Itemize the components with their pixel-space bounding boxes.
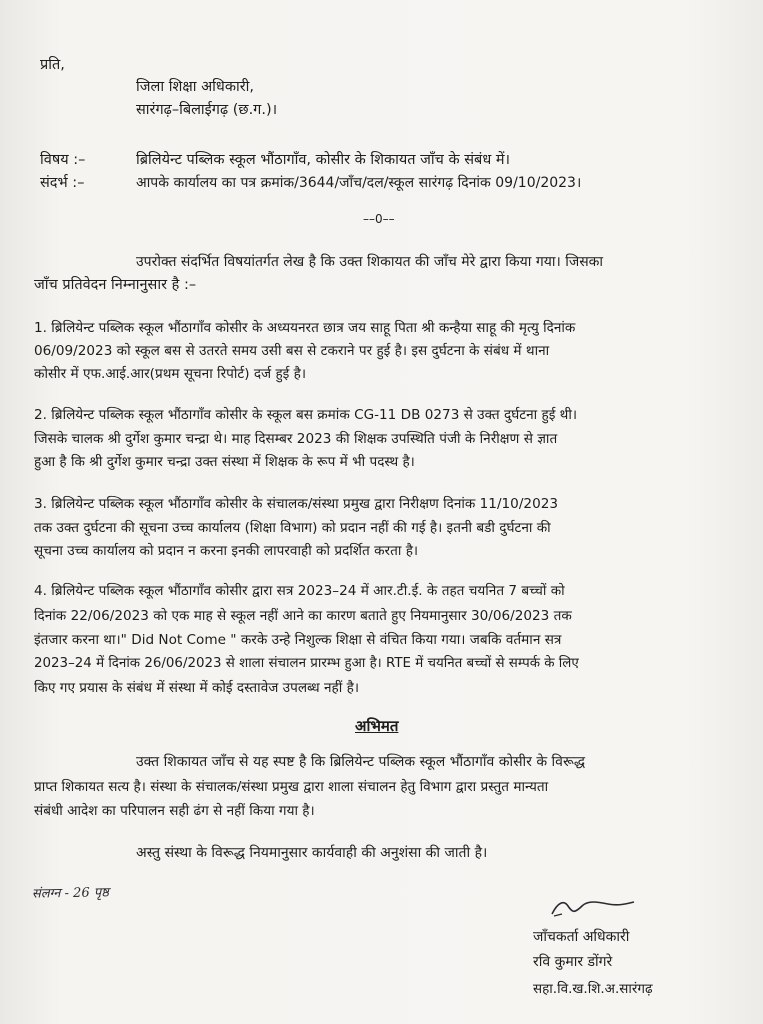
point-4-line-2: दिनांक 22/06/2023 को एक माह से स्कूल नहीं आने का कारण बताते हुए नियमानुसार 30/06/2023 तक: [34, 608, 572, 624]
opinion-line-2: प्राप्त शिकायत सत्य है। संस्था के संचालक/संस्था प्रमुख द्वारा शाला संचालन हेतु विभाग द्वारा प्रस्तुत मान्यता: [34, 779, 549, 795]
intro-line-1: उपरोक्त संदर्भित विषयांतर्गत लेख है कि उक्त शिकायत की जाँच मेरे द्वारा किया गया। जिसका: [136, 254, 604, 270]
address-line-2: सारंगढ़–बिलाईगढ़ (छ.ग.)।: [136, 102, 278, 118]
point-3-line-1: 3. ब्रिलियेन्ट पब्लिक स्कूल भौंठागाँव कोसीर के संचालक/संस्था प्रमुख द्वारा निरीक्षण दिनांक 11/10/2023: [34, 496, 559, 512]
signature-title: जाँचकर्ता अधिकारी: [533, 929, 630, 945]
reference-label: संदर्भ :–: [40, 175, 85, 191]
point-3-line-3: सूचना उच्च कार्यालय को प्रदान न करना इनकी लापरवाही को प्रदर्शित करता है।: [34, 543, 419, 559]
address-prefix: प्रति,: [40, 57, 65, 73]
separator: ––0––: [363, 212, 395, 226]
point-1-line-3: कोसीर में एफ.आई.आर(प्रथम सूचना रिपोर्ट) दर्ज हुई है।: [34, 366, 307, 382]
opinion-line-1: उक्त शिकायत जाँच से यह स्पष्ट है कि ब्रिलियेन्ट पब्लिक स्कूल भौंठागाँव कोसीर के विरूद्ध: [136, 754, 586, 770]
point-2-line-3: हुआ है कि श्री दुर्गेश कुमार चन्द्रा उक्त संस्था में शिक्षक के रूप में भी पदस्थ है।: [34, 454, 415, 470]
reference-text: आपके कार्यालय का पत्र क्रमांक/3644/जाँच/दल/स्कूल सारंगढ़ दिनांक 09/10/2023।: [136, 175, 582, 191]
signature-designation: सहा.वि.ख.शि.अ.सारंगढ़: [533, 981, 653, 997]
subject-text: ब्रिलियेन्ट पब्लिक स्कूल भौंठागाँव, कोसीर के शिकायत जाँच के संबंध में।: [136, 152, 511, 168]
point-2-line-1: 2. ब्रिलियेन्ट पब्लिक स्कूल भौंठागाँव कोसीर के स्कूल बस क्रमांक CG-11 DB 0273 से उक्त दुर्घटना हुई थी।: [34, 407, 578, 423]
signature-mark: [548, 892, 638, 926]
point-4-line-5: किए गए प्रयास के संबंध में संस्था में कोई दस्तावेज उपलब्ध नहीं है।: [34, 680, 359, 696]
point-4-line-1: 4. ब्रिलियेन्ट पब्लिक स्कूल भौंठागाँव कोसीर द्वारा सत्र 2023–24 में आर.टी.ई. के तहत चयनित 7 बच्चों को: [34, 583, 565, 599]
intro-line-2: जाँच प्रतिवेदन निम्नानुसार है :–: [34, 277, 197, 293]
subject-label: विषय :–: [40, 152, 86, 168]
address-line-1: जिला शिक्षा अधिकारी,: [136, 79, 255, 95]
point-2-line-2: जिसके चालक श्री दुर्गेश कुमार चन्द्रा थे। माह दिसम्बर 2023 की शिक्षक उपस्थिति पंजी के निरीक्षण से ज्ञात: [34, 431, 558, 447]
point-4-line-3: इंतजार करना था।" Did Not Come " करके उन्हे निशुल्क शिक्षा से वंचित किया गया। जबकि वर्तमान सत्र: [34, 632, 562, 648]
opinion-heading: अभिमत: [355, 717, 399, 735]
point-1-line-2: 06/09/2023 को स्कूल बस से उतरते समय उसी बस से टकराने पर हुई है। इस दुर्घटना के संबंध में थाना: [34, 343, 550, 359]
recommendation-line: अस्तु संस्था के विरूद्ध नियमानुसार कार्यवाही की अनुशंसा की जाती है।: [136, 845, 488, 861]
point-1-line-1: 1. ब्रिलियेन्ट पब्लिक स्कूल भौंठागाँव कोसीर के अध्ययनरत छात्र जय साहू पिता श्री कन्हैया साहू की मृत्यु दिनांक: [34, 320, 576, 336]
signature-name: रवि कुमार डोंगरे: [533, 954, 613, 970]
opinion-line-3: संबंधी आदेश का परिपालन सही ढंग से नहीं किया गया है।: [34, 803, 315, 819]
handwritten-attachment-note: संलग्न - 26 पृष्ठ: [31, 885, 109, 902]
point-4-line-4: 2023–24 में दिनांक 26/06/2023 से शाला संचालन प्रारम्भ हुआ है। RTE में चयनित बच्चों से सम्पर्क के लिए: [34, 656, 579, 671]
point-3-line-2: तक उक्त दुर्घटना की सूचना उच्च कार्यालय (शिक्षा विभाग) को प्रदान नहीं की गई है। इतनी बडी दुर्घटना की: [34, 520, 551, 536]
